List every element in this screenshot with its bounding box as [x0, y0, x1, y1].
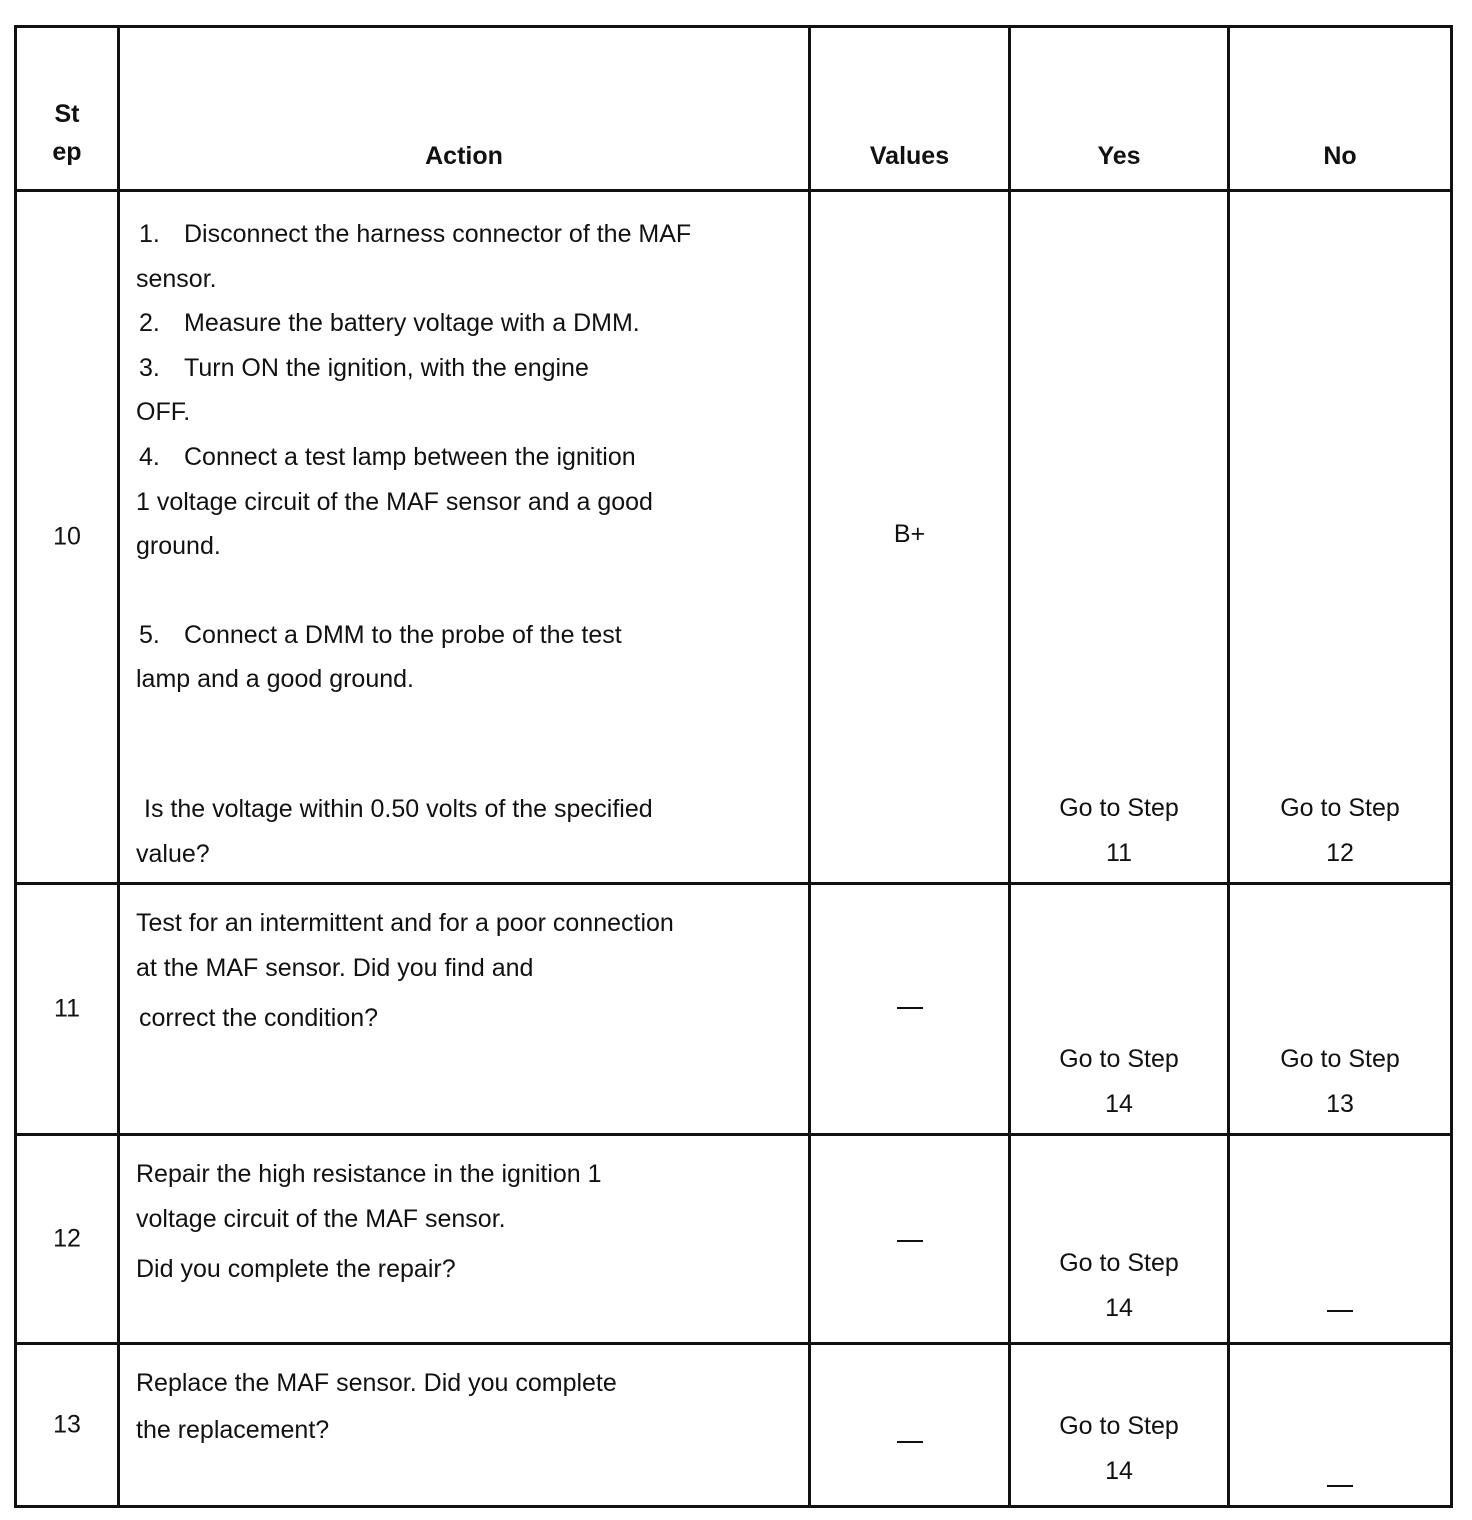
values-cell: [810, 1344, 1010, 1507]
header-values: Values: [810, 27, 1010, 191]
value-text: B+: [893, 520, 926, 548]
action-cell: 1. Disconnect the harness connector of the MAF sensor. 2. Measure the battery voltage with a DMM. 3. Turn ON the ignition, with the engine OFF. 4. Connect a test lamp between the ignition 1 voltage circuit of the MAF sensor and a good ground. 5. Connect a DMM to the probe of the test lamp and a good ground. Is the voltage within 0.50 volts of the specified value?: [119, 191, 810, 884]
diagnostic-table: [14, 25, 1453, 1508]
header-step: St ep: [16, 27, 119, 191]
no-cell: [1229, 1344, 1452, 1507]
yes-cell: [1010, 1344, 1229, 1507]
yes-cell: [1010, 884, 1229, 1135]
dash-icon: [1327, 1310, 1353, 1312]
values-cell: [810, 884, 1010, 1135]
step-number: 10: [53, 522, 81, 551]
table-row: [16, 1135, 1452, 1344]
step-cell: [16, 191, 119, 884]
value-text: [811, 1226, 1008, 1255]
step-cell: [16, 1135, 119, 1344]
yes-cell: [1010, 191, 1229, 884]
header-yes: Yes: [1010, 27, 1229, 191]
no-cell: [1229, 884, 1452, 1135]
value-text: [811, 1427, 1008, 1456]
step-cell: [16, 884, 119, 1135]
table-row: [16, 1344, 1452, 1507]
dash-icon: [897, 1007, 923, 1009]
action-cell: Repair the high resistance in the ignition 1 voltage circuit of the MAF sensor. Did you complete the repair?: [119, 1135, 810, 1344]
values-cell: [810, 191, 1010, 884]
step-number: 13: [53, 1410, 81, 1439]
header-action: Action: [119, 27, 810, 191]
step-number: 12: [53, 1224, 81, 1253]
no-cell: [1229, 191, 1452, 884]
yes-goto: Go to Step 14: [1059, 1412, 1179, 1485]
yes-goto: Go to Step 14: [1059, 1045, 1179, 1118]
values-cell: [810, 1135, 1010, 1344]
action-cell: Test for an intermittent and for a poor connection at the MAF sensor. Did you find and correct the condition?: [119, 884, 810, 1135]
header-no: No: [1229, 27, 1452, 191]
no-goto: Go to Step 12: [1280, 794, 1400, 867]
value-text: [811, 993, 1008, 1022]
yes-goto: Go to Step 14: [1059, 1249, 1179, 1322]
no-value: [1230, 1296, 1450, 1325]
table-row: [16, 191, 1452, 884]
header-row: [16, 27, 1452, 191]
table-row: [16, 884, 1452, 1135]
step-number: 11: [54, 994, 80, 1023]
no-cell: [1229, 1135, 1452, 1344]
step-cell: [16, 1344, 119, 1507]
dash-icon: [897, 1240, 923, 1242]
no-goto: Go to Step 13: [1280, 1045, 1400, 1118]
dash-icon: [897, 1441, 923, 1443]
yes-cell: [1010, 1135, 1229, 1344]
action-cell: Replace the MAF sensor. Did you complete the replacement?: [119, 1344, 810, 1507]
dash-icon: [1327, 1485, 1353, 1487]
no-value: [1230, 1471, 1450, 1500]
yes-goto: Go to Step 11: [1059, 794, 1179, 867]
